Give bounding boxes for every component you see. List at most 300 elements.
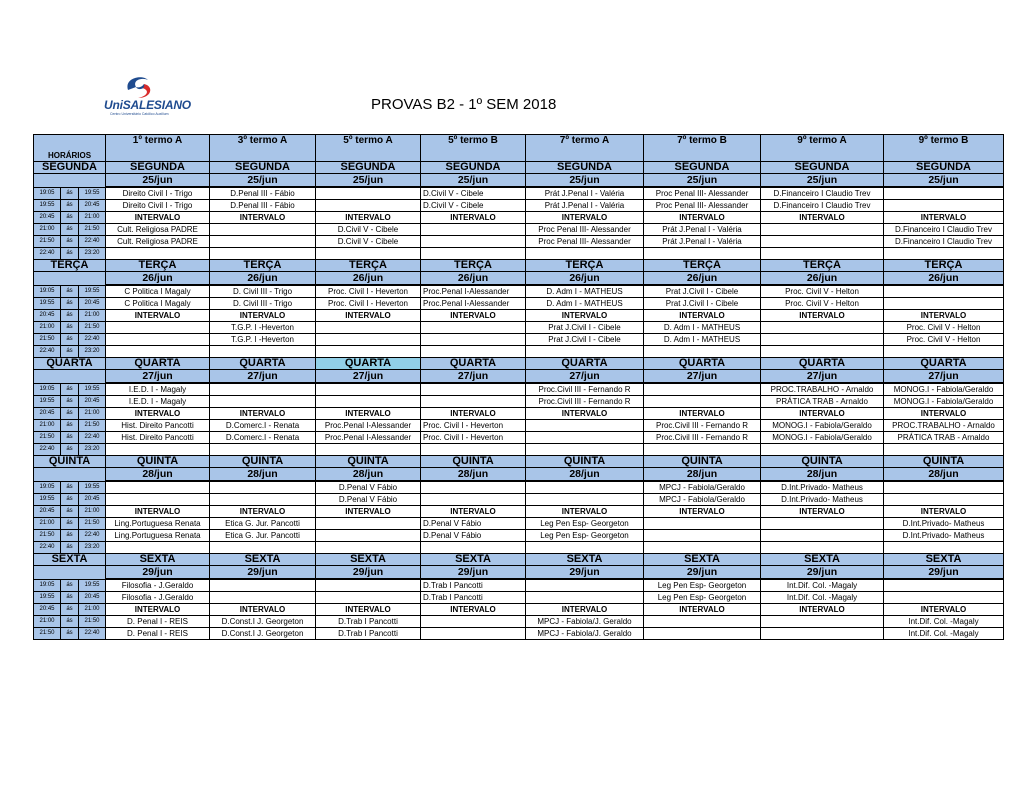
interval-cell: INTERVALO: [761, 408, 884, 420]
time-separator: ás: [61, 628, 79, 640]
day-date: 28/jun: [421, 468, 526, 482]
interval-cell: INTERVALO: [761, 506, 884, 518]
exam-cell: Proc.Civil III - Fernando R: [644, 432, 761, 444]
day-name: QUINTA: [34, 456, 106, 468]
exam-cell: D.Int.Privado- Matheus: [761, 494, 884, 506]
day-name: SEGUNDA: [210, 162, 316, 174]
day-date: 25/jun: [884, 174, 1004, 188]
day-date: 27/jun: [210, 370, 316, 384]
logo-subtitle: Centro Universitário Católico Auxilium: [110, 112, 169, 116]
time-separator: ás: [61, 285, 79, 298]
exam-cell: Cult. Religiosa PADRE: [106, 236, 210, 248]
interval-cell: INTERVALO: [316, 212, 421, 224]
exam-cell: [210, 224, 316, 236]
time-cell: 20:45: [79, 298, 106, 310]
time-cell: 23:20: [79, 444, 106, 456]
time-cell: 22:40: [34, 444, 61, 456]
day-date: 26/jun: [761, 272, 884, 286]
exam-cell: [316, 579, 421, 592]
time-separator: ás: [61, 444, 79, 456]
day-date: 25/jun: [644, 174, 761, 188]
exam-cell: Proc.Penal I-Alessander: [421, 298, 526, 310]
day-date: 26/jun: [210, 272, 316, 286]
slot-row: [34, 604, 1004, 616]
date-row: [34, 468, 1004, 482]
date-row: [34, 566, 1004, 580]
exam-cell: Int.Dif. Col. -Magaly: [761, 579, 884, 592]
slot-row: [34, 212, 1004, 224]
time-separator: ás: [61, 518, 79, 530]
exam-cell: D. Civil III - Trigo: [210, 285, 316, 298]
exam-cell: [884, 200, 1004, 212]
interval-cell: INTERVALO: [106, 212, 210, 224]
exam-cell: [316, 383, 421, 396]
time-separator: ás: [61, 420, 79, 432]
interval-cell: INTERVALO: [761, 212, 884, 224]
interval-cell: INTERVALO: [106, 310, 210, 322]
exam-cell: MPCJ - Fabiola/J. Geraldo: [526, 616, 644, 628]
exam-cell: Filosofia - J.Geraldo: [106, 579, 210, 592]
exam-cell: [210, 481, 316, 494]
day-name: QUARTA: [526, 358, 644, 370]
exam-cell: I.E.D. I - Magaly: [106, 396, 210, 408]
exam-cell: D.Comerc.I - Renata: [210, 432, 316, 444]
interval-cell: INTERVALO: [106, 604, 210, 616]
slot-row: [34, 346, 1004, 358]
interval-cell: INTERVALO: [210, 408, 316, 420]
exam-cell: D. Penal I - REIS: [106, 616, 210, 628]
time-cell: 21:50: [34, 432, 61, 444]
exam-cell: Int.Dif. Col. -Magaly: [884, 628, 1004, 640]
exam-cell: Prát J.Penal I - Valéria: [526, 187, 644, 200]
column-header: 7º termo B: [644, 135, 761, 162]
exam-cell: [210, 592, 316, 604]
exam-cell: Proc.Penal I-Alessander: [421, 285, 526, 298]
time-cell: 22:40: [79, 236, 106, 248]
slot-row: [34, 444, 1004, 456]
slot-row: [34, 481, 1004, 494]
slot-row: [34, 420, 1004, 432]
slot-row: [34, 396, 1004, 408]
exam-cell: [761, 542, 884, 554]
exam-cell: [884, 579, 1004, 592]
interval-cell: INTERVALO: [316, 310, 421, 322]
slot-row: [34, 494, 1004, 506]
exam-cell: [106, 322, 210, 334]
interval-cell: INTERVALO: [526, 506, 644, 518]
slot-row: [34, 334, 1004, 346]
slot-row: [34, 432, 1004, 444]
day-date: 26/jun: [526, 272, 644, 286]
exam-cell: [210, 383, 316, 396]
time-cell: 19:05: [34, 285, 61, 298]
time-cell: 23:20: [79, 542, 106, 554]
exam-cell: [210, 248, 316, 260]
day-date: 25/jun: [526, 174, 644, 188]
exam-cell: [526, 444, 644, 456]
day-date: 28/jun: [526, 468, 644, 482]
exam-cell: D.Penal V Fábio: [421, 518, 526, 530]
day-date: 27/jun: [761, 370, 884, 384]
day-name: SEGUNDA: [526, 162, 644, 174]
interval-cell: INTERVALO: [526, 310, 644, 322]
day-date: 25/jun: [106, 174, 210, 188]
day-name: TERÇA: [210, 260, 316, 272]
day-name: QUARTA: [106, 358, 210, 370]
interval-cell: INTERVALO: [421, 506, 526, 518]
exam-cell: Leg Pen Esp- Georgeton: [526, 530, 644, 542]
exam-cell: D.Civil V - Cibele: [421, 187, 526, 200]
day-name: SEGUNDA: [761, 162, 884, 174]
exam-cell: D.Comerc.I - Renata: [210, 420, 316, 432]
date-row: [34, 272, 1004, 286]
time-cell: 21:50: [34, 628, 61, 640]
exam-cell: [644, 248, 761, 260]
time-cell: 21:00: [79, 212, 106, 224]
time-cell: 21:50: [79, 224, 106, 236]
exam-cell: Prat J.Civil I - Cibele: [644, 285, 761, 298]
logo: [98, 72, 198, 124]
exam-cell: [421, 334, 526, 346]
interval-cell: INTERVALO: [526, 604, 644, 616]
exam-cell: [421, 346, 526, 358]
day-date: 29/jun: [884, 566, 1004, 580]
interval-cell: INTERVALO: [210, 506, 316, 518]
exam-cell: Prat J.Civil I - Cibele: [644, 298, 761, 310]
exam-cell: [526, 592, 644, 604]
interval-cell: INTERVALO: [316, 506, 421, 518]
exam-cell: Hist. Direito Pancotti: [106, 420, 210, 432]
exam-cell: D.Int.Privado- Matheus: [884, 518, 1004, 530]
time-cell: 21:50: [34, 236, 61, 248]
exam-cell: [421, 628, 526, 640]
exam-cell: [421, 224, 526, 236]
exam-cell: D.Penal V Fábio: [316, 481, 421, 494]
time-cell: 21:00: [79, 310, 106, 322]
exam-cell: Prát J.Penal I - Valéria: [644, 236, 761, 248]
exam-cell: Proc Penal III- Alessander: [526, 236, 644, 248]
day-date: 29/jun: [106, 566, 210, 580]
day-row: [34, 554, 1004, 566]
exam-cell: [644, 518, 761, 530]
slot-row: [34, 518, 1004, 530]
time-separator: ás: [61, 298, 79, 310]
day-date: 25/jun: [210, 174, 316, 188]
exam-cell: [421, 494, 526, 506]
exam-cell: [884, 248, 1004, 260]
exam-cell: D.Civil V - Cibele: [316, 224, 421, 236]
interval-cell: INTERVALO: [644, 408, 761, 420]
day-date: 26/jun: [106, 272, 210, 286]
time-cell: 20:45: [79, 396, 106, 408]
exam-cell: [210, 542, 316, 554]
exam-cell: [316, 248, 421, 260]
exam-cell: [761, 322, 884, 334]
exam-cell: [316, 530, 421, 542]
exam-cell: [526, 579, 644, 592]
day-name: QUARTA: [884, 358, 1004, 370]
exam-cell: D.Financeiro I Claudio Trev: [761, 200, 884, 212]
day-date: 28/jun: [761, 468, 884, 482]
day-name: SEXTA: [884, 554, 1004, 566]
exam-cell: [644, 530, 761, 542]
exam-cell: [761, 628, 884, 640]
exam-cell: [421, 481, 526, 494]
time-cell: 19:05: [34, 579, 61, 592]
day-name: SEXTA: [210, 554, 316, 566]
time-cell: 21:00: [34, 322, 61, 334]
exam-cell: D.Penal V Fábio: [316, 494, 421, 506]
exam-cell: [106, 542, 210, 554]
exam-cell: C Politica I Magaly: [106, 285, 210, 298]
time-separator: ás: [61, 383, 79, 396]
slot-row: [34, 542, 1004, 554]
day-name: SEGUNDA: [884, 162, 1004, 174]
time-cell: 19:05: [34, 187, 61, 200]
day-name: QUINTA: [210, 456, 316, 468]
day-date: 25/jun: [316, 174, 421, 188]
day-name: QUINTA: [761, 456, 884, 468]
exam-cell: Proc.Civil III - Fernando R: [526, 383, 644, 396]
exam-cell: [210, 236, 316, 248]
exam-cell: [421, 248, 526, 260]
time-cell: 19:55: [79, 383, 106, 396]
interval-cell: INTERVALO: [761, 310, 884, 322]
day-name: TERÇA: [644, 260, 761, 272]
day-date: 28/jun: [210, 468, 316, 482]
time-separator: ás: [61, 604, 79, 616]
column-header: 9º termo A: [761, 135, 884, 162]
exam-cell: [421, 236, 526, 248]
exam-cell: D.Const.I J. Georgeton: [210, 616, 316, 628]
day-row: [34, 162, 1004, 174]
slot-row: [34, 616, 1004, 628]
time-cell: 21:00: [34, 616, 61, 628]
time-separator: ás: [61, 481, 79, 494]
slot-row: [34, 322, 1004, 334]
day-name: QUARTA: [316, 358, 421, 370]
date-spacer: [34, 468, 106, 482]
exam-cell: D.Penal III - Fábio: [210, 187, 316, 200]
day-date: 28/jun: [316, 468, 421, 482]
exam-cell: Etica G. Jur. Pancotti: [210, 518, 316, 530]
page-title: PROVAS B2 - 1º SEM 2018: [371, 96, 557, 113]
exam-cell: Prat J.Civil I - Cibele: [526, 322, 644, 334]
day-name: QUARTA: [210, 358, 316, 370]
day-row: [34, 358, 1004, 370]
time-cell: 21:50: [34, 334, 61, 346]
column-header: 9º termo B: [884, 135, 1004, 162]
exam-cell: [106, 494, 210, 506]
date-spacer: [34, 174, 106, 188]
exam-cell: D.Trab I Pancotti: [316, 628, 421, 640]
day-date: 27/jun: [644, 370, 761, 384]
day-date: 26/jun: [884, 272, 1004, 286]
day-date: 26/jun: [316, 272, 421, 286]
day-date: 28/jun: [106, 468, 210, 482]
day-date: 29/jun: [210, 566, 316, 580]
exam-cell: D. Civil III - Trigo: [210, 298, 316, 310]
exam-cell: D.Financeiro I Claudio Trev: [884, 236, 1004, 248]
exam-cell: MONOG.I - Fabiola/Geraldo: [761, 420, 884, 432]
time-cell: 20:45: [79, 200, 106, 212]
exam-cell: Proc. Civil I - Heverton: [316, 285, 421, 298]
exam-cell: [106, 334, 210, 346]
day-name: SEGUNDA: [106, 162, 210, 174]
interval-cell: INTERVALO: [526, 212, 644, 224]
time-cell: 21:50: [79, 420, 106, 432]
exam-cell: T.G.P. I -Heverton: [210, 322, 316, 334]
day-name: QUARTA: [421, 358, 526, 370]
exam-cell: [526, 346, 644, 358]
interval-cell: INTERVALO: [106, 506, 210, 518]
time-separator: ás: [61, 310, 79, 322]
time-cell: 19:55: [34, 396, 61, 408]
day-name: SEXTA: [34, 554, 106, 566]
exam-cell: [884, 592, 1004, 604]
exam-cell: [644, 616, 761, 628]
day-name: QUARTA: [34, 358, 106, 370]
exam-cell: Int.Dif. Col. -Magaly: [884, 616, 1004, 628]
column-header: 7º termo A: [526, 135, 644, 162]
day-name: QUARTA: [761, 358, 884, 370]
exam-cell: D. Adm I - MATHEUS: [644, 334, 761, 346]
slot-row: [34, 187, 1004, 200]
exam-cell: [210, 494, 316, 506]
time-separator: ás: [61, 530, 79, 542]
interval-cell: INTERVALO: [526, 408, 644, 420]
time-separator: ás: [61, 248, 79, 260]
time-cell: 20:45: [34, 212, 61, 224]
time-cell: 22:40: [79, 334, 106, 346]
interval-cell: INTERVALO: [421, 604, 526, 616]
slot-row: [34, 383, 1004, 396]
time-cell: 22:40: [79, 432, 106, 444]
time-cell: 20:45: [79, 494, 106, 506]
day-name: TERÇA: [34, 260, 106, 272]
exam-cell: [761, 616, 884, 628]
exam-cell: MPCJ - Fabiola/Geraldo: [644, 481, 761, 494]
slot-row: [34, 506, 1004, 518]
exam-cell: [526, 248, 644, 260]
exam-cell: D. Penal I - REIS: [106, 628, 210, 640]
time-separator: ás: [61, 200, 79, 212]
time-separator: ás: [61, 322, 79, 334]
exam-cell: Etica G. Jur. Pancotti: [210, 530, 316, 542]
exam-cell: [526, 494, 644, 506]
time-cell: 19:05: [34, 481, 61, 494]
exam-cell: [761, 444, 884, 456]
exam-cell: Proc. Civil V - Helton: [761, 298, 884, 310]
interval-cell: INTERVALO: [644, 212, 761, 224]
time-cell: 19:55: [34, 298, 61, 310]
slot-row: [34, 285, 1004, 298]
exam-cell: [421, 444, 526, 456]
exam-cell: [316, 200, 421, 212]
time-cell: 23:20: [79, 248, 106, 260]
exam-cell: D.Const.I J. Georgeton: [210, 628, 316, 640]
exam-cell: D. Adm I - MATHEUS: [526, 298, 644, 310]
exam-cell: [644, 444, 761, 456]
time-cell: 19:55: [34, 592, 61, 604]
slot-row: [34, 628, 1004, 640]
exam-cell: Proc Penal III- Alessander: [526, 224, 644, 236]
time-separator: ás: [61, 212, 79, 224]
interval-cell: INTERVALO: [421, 212, 526, 224]
exam-cell: [884, 494, 1004, 506]
logo-brand: UniSALESIANO: [104, 98, 191, 112]
time-cell: 19:55: [79, 481, 106, 494]
day-name: SEXTA: [526, 554, 644, 566]
exam-cell: [644, 628, 761, 640]
time-cell: 22:40: [34, 248, 61, 260]
interval-cell: INTERVALO: [884, 408, 1004, 420]
header-row: [34, 135, 1004, 162]
time-separator: ás: [61, 236, 79, 248]
day-name: SEXTA: [316, 554, 421, 566]
exam-cell: Prát J.Penal I - Valéria: [644, 224, 761, 236]
exam-cell: D.Trab I Pancotti: [316, 616, 421, 628]
exam-cell: [316, 518, 421, 530]
slot-row: [34, 200, 1004, 212]
day-date: 25/jun: [761, 174, 884, 188]
exam-cell: D.Civil V - Cibele: [316, 236, 421, 248]
exam-cell: [421, 322, 526, 334]
exam-cell: Hist. Direito Pancotti: [106, 432, 210, 444]
day-date: 26/jun: [644, 272, 761, 286]
slot-row: [34, 530, 1004, 542]
exam-cell: [884, 346, 1004, 358]
slot-row: [34, 579, 1004, 592]
exam-cell: [210, 444, 316, 456]
exam-cell: Proc.Penal I-Alessander: [316, 432, 421, 444]
horarios-header: HORÁRIOS: [34, 135, 106, 162]
slot-row: [34, 592, 1004, 604]
interval-cell: INTERVALO: [884, 310, 1004, 322]
time-cell: 22:40: [34, 346, 61, 358]
exam-cell: D.Int.Privado- Matheus: [884, 530, 1004, 542]
exam-cell: Proc.Penal I-Alessander: [316, 420, 421, 432]
time-cell: 21:50: [79, 518, 106, 530]
column-header: 3º termo A: [210, 135, 316, 162]
interval-cell: INTERVALO: [316, 604, 421, 616]
interval-cell: INTERVALO: [210, 310, 316, 322]
exam-cell: Proc Penal III- Alessander: [644, 187, 761, 200]
exam-cell: D.Trab I Pancotti: [421, 579, 526, 592]
time-cell: 20:45: [34, 604, 61, 616]
time-cell: 19:55: [34, 494, 61, 506]
time-cell: 20:45: [34, 310, 61, 322]
exam-cell: [421, 383, 526, 396]
time-separator: ás: [61, 579, 79, 592]
date-spacer: [34, 272, 106, 286]
exam-cell: [884, 285, 1004, 298]
day-name: QUINTA: [526, 456, 644, 468]
exam-cell: D. Adm I - MATHEUS: [526, 285, 644, 298]
day-date: 27/jun: [884, 370, 1004, 384]
day-name: SEGUNDA: [421, 162, 526, 174]
time-cell: 21:00: [34, 224, 61, 236]
day-date: 27/jun: [526, 370, 644, 384]
day-name: QUINTA: [644, 456, 761, 468]
exam-cell: PROC.TRABALHO - Arnaldo: [761, 383, 884, 396]
exam-cell: Proc.Civil III - Fernando R: [526, 396, 644, 408]
exam-cell: Leg Pen Esp- Georgeton: [644, 579, 761, 592]
day-name: TERÇA: [421, 260, 526, 272]
exam-cell: [316, 322, 421, 334]
time-separator: ás: [61, 592, 79, 604]
time-cell: 22:40: [79, 530, 106, 542]
